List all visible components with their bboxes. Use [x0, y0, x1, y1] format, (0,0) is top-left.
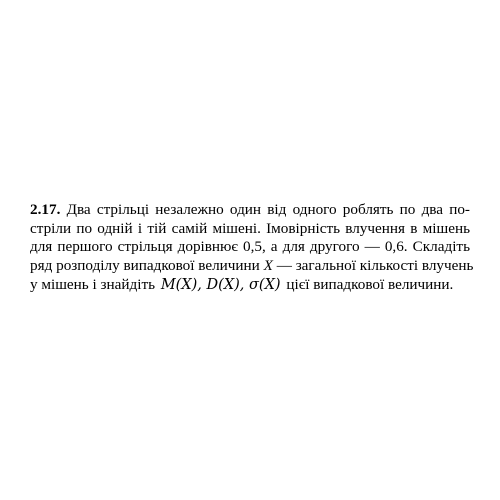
problem-line-3: для першого стрільця дорівнює 0,5, а для другого — 0,6. Складіть	[30, 238, 470, 256]
problem-line-5-end: цієї випадкової величини.	[282, 275, 454, 293]
problem-line-4	[30, 257, 474, 276]
problem-line-5	[30, 276, 470, 295]
problem-line-4-start: ряд розподілу випадкової величини	[30, 257, 264, 275]
formula-expectation-variance-sd: M(X), D(X), σ(X)	[160, 276, 281, 293]
problem-line-1	[30, 201, 470, 220]
random-variable-x: X	[263, 257, 273, 275]
problem-line-2: стріли по одній і тій самій мішені. Імовірність влучення в мішень	[30, 219, 470, 237]
problem-line-4-end: — загальної кількості влучень	[272, 257, 474, 275]
problem-line-1-text: Два стрільці незалежно один від одного роблять по два по-	[66, 201, 470, 218]
problem-number: 2.17.	[30, 201, 61, 218]
problem-text	[30, 201, 474, 295]
problem-line-5-start: у мішень і знайдіть	[30, 275, 159, 293]
